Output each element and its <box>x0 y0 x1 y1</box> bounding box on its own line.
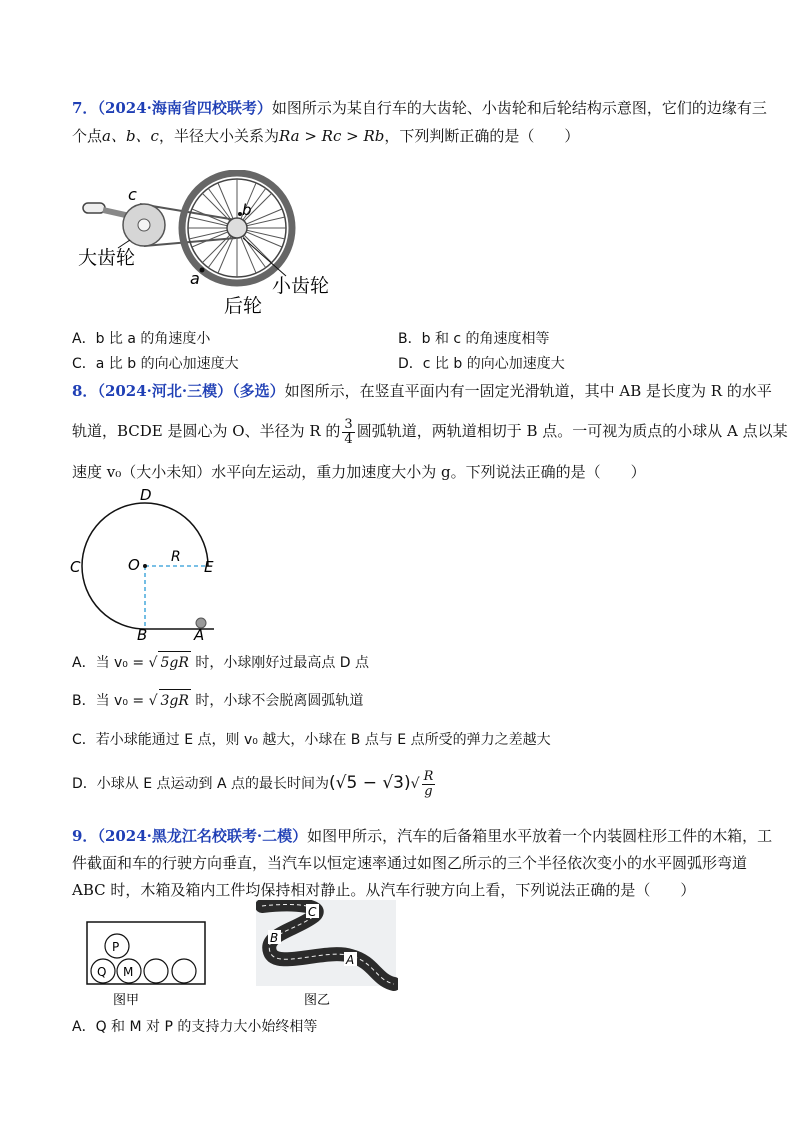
q8-option-d-frac <box>422 770 436 799</box>
q7-source: （2024·海南省四校联考） <box>97 99 272 117</box>
q8-stem-text2b: 圆弧轨道，两轨道相切于 B 点。一可视为质点的小球从 A 点以某 <box>356 422 788 440</box>
label-b: B <box>137 626 148 642</box>
q8-option-a[interactable]: A．当 v₀ = √ 5gR 时，小球刚好过最高点 D 点 <box>72 651 369 674</box>
label-a: A <box>194 626 205 642</box>
label-small-gear: 小齿轮 <box>272 275 330 297</box>
q7-stem-text2a: 个点 <box>72 127 103 145</box>
q7-number: 7． <box>72 99 98 117</box>
q9-stem-text3: ABC 时，木箱及箱内工件均保持相对静止。从汽车行驶方向上看，下列说法正确的是（ ） <box>72 881 696 899</box>
label-e: E <box>204 558 214 576</box>
q9-stem-line3 <box>72 880 695 900</box>
big-gear-hub <box>138 219 150 231</box>
q8-option-b[interactable]: B．当 v₀ = √ 3gR 时，小球不会脱离圆弧轨道 <box>72 689 363 712</box>
q8-frac-num: 3 <box>344 416 353 432</box>
label-q: Q <box>97 965 107 979</box>
q9-number: 9． <box>72 827 98 845</box>
small-gear <box>227 218 247 238</box>
q8-option-b-pre: B．当 v₀ = <box>72 693 145 709</box>
label-c: c <box>128 185 137 204</box>
q8-number: 8． <box>72 382 98 400</box>
q9-figure-yi <box>256 900 398 1010</box>
label-p: P <box>112 940 120 954</box>
q8-option-a-post: 时，小球刚好过最高点 D 点 <box>195 655 370 671</box>
q8-fraction <box>342 418 354 447</box>
q7-option-b[interactable]: B．b 和 c 的角速度相等 <box>398 331 550 347</box>
q9-stem-text1: 如图甲所示，汽车的后备箱里水平放着一个内装圆柱形工件的木箱，工 <box>307 827 773 845</box>
label-c: C <box>308 905 317 919</box>
pedal-handle <box>83 203 105 213</box>
q9-figure-jia <box>86 920 208 1010</box>
label-d: D <box>140 488 152 504</box>
q9-stem-line1 <box>72 826 772 846</box>
q8-stem-line3 <box>72 462 646 482</box>
q8-option-b-radicand: 3gR <box>159 689 191 712</box>
q7-option-c[interactable]: C．a 比 b 的向心加速度大 <box>72 356 239 372</box>
q9-stem-line2 <box>72 853 747 873</box>
q8-frac-den: 4 <box>344 431 353 447</box>
q9-source: （2024·黑龙江名校联考·二模） <box>97 827 308 845</box>
q8-option-d[interactable]: D．小球从 E 点运动到 A 点的最长时间为(√5 − √3)√ $\frac{R}{g}$ <box>72 768 434 799</box>
q8-option-b-post: 时，小球不会脱离圆弧轨道 <box>195 693 364 709</box>
label-a: a <box>190 269 200 288</box>
q7-option-d[interactable]: D．c 比 b 的向心加速度大 <box>398 356 565 372</box>
q7-stem-text2b: ，半径大小关系为 <box>158 127 279 145</box>
q9-stem-text2: 件截面和车的行驶方向垂直，当汽车以恒定速率通过如图乙所示的三个半径依次变小的水平圆弧形弯道 <box>72 854 748 872</box>
q8-option-a-radicand: 5gR <box>158 651 190 674</box>
label-rear-wheel: 后轮 <box>224 295 263 317</box>
q8-source: （2024·河北·三模）（多选） <box>97 382 285 400</box>
label-a: A <box>346 953 355 967</box>
label-big-gear: 大齿轮 <box>78 247 136 269</box>
point-a-dot <box>200 268 205 273</box>
q7-stem-text2c: ，下列判断正确的是（ ） <box>384 127 580 145</box>
q7-radius-relation: Ra > Rc > Rb <box>278 127 385 145</box>
label-o: O <box>128 556 140 574</box>
q8-option-d-expr: (√5 − √3) <box>329 773 411 793</box>
q7-stem-text1: 如图所示为某自行车的大齿轮、小齿轮和后轮结构示意图，它们的边缘有三 <box>271 99 767 117</box>
q8-stem-line2 <box>72 413 788 449</box>
label-b: B <box>270 931 279 945</box>
cylinder-4 <box>144 959 168 983</box>
q8-stem-text2a: 轨道，BCDE 是圆心为 O、半径为 R 的 <box>72 422 341 440</box>
center-o-dot <box>143 564 147 568</box>
label-c: C <box>70 558 81 576</box>
q8-option-d-den: g <box>424 783 433 799</box>
label-m: M <box>123 965 134 979</box>
q8-stem-line1 <box>72 381 772 401</box>
q8-option-d-pre: D．小球从 E 点运动到 A 点的最长时间为 <box>72 776 330 792</box>
cylinder-5 <box>172 959 196 983</box>
q7-stem-line2 <box>72 126 579 146</box>
q8-option-a-pre: A．当 v₀ = <box>72 655 145 671</box>
q9-option-a[interactable]: A．Q 和 M 对 P 的支持力大小始终相等 <box>72 1019 318 1035</box>
q7-points: a、b、c <box>102 127 159 145</box>
q7-option-a[interactable]: A．b 比 a 的角速度小 <box>72 331 211 347</box>
caption-jia: 图甲 <box>113 993 140 1008</box>
label-b: b <box>242 201 252 219</box>
q8-track-figure <box>68 488 228 642</box>
q8-stem-text3: 速度 v₀（大小未知）水平向左运动，重力加速度大小为 g。下列说法正确的是（ ） <box>72 463 646 481</box>
q7-bicycle-figure <box>78 170 348 320</box>
q7-stem-line1 <box>72 98 767 118</box>
q8-stem-text1: 如图所示，在竖直平面内有一固定光滑轨道，其中 AB 是长度为 R 的水平 <box>284 382 772 400</box>
label-r: R <box>171 549 181 565</box>
q8-option-d-num: R <box>423 768 434 784</box>
caption-yi: 图乙 <box>304 993 331 1008</box>
q8-option-c[interactable]: C．若小球能通过 E 点，则 v₀ 越大，小球在 B 点与 E 点所受的弹力之差越大 <box>72 732 551 748</box>
